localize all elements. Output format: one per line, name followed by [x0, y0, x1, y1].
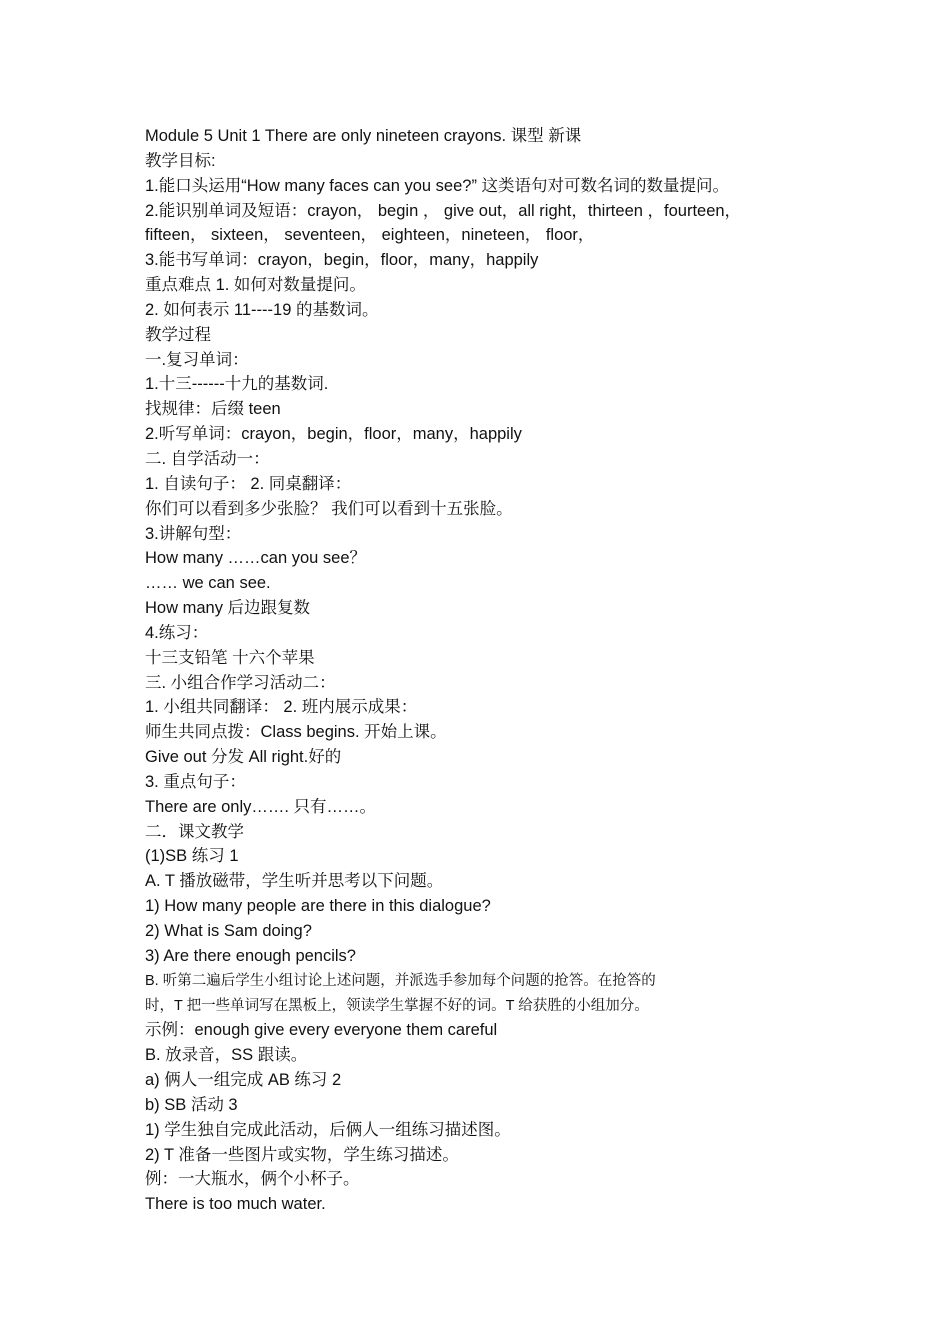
text-line: Give out 分发 All right.好的 [145, 748, 342, 767]
text-line: 1) 学生独自完成此活动，后俩人一组练习描述图。 [145, 1120, 511, 1139]
text-line: 十三支铅笔 十六个苹果 [145, 648, 315, 667]
text-line: 找规律：后缀 teen [145, 400, 281, 419]
text-line: 2) T 准备一些图片或实物，学生练习描述。 [145, 1145, 459, 1164]
text-line: 三. 小组合作学习活动二： [145, 673, 336, 692]
text-line: 1) How many people are there in this dialogue? [145, 897, 491, 916]
text-line: 2) What is Sam doing? [145, 922, 312, 940]
text-line: 2.听写单词：crayon，begin，floor，many，happily [145, 425, 522, 444]
text-line: A. T 播放磁带，学生听并思考以下问题。 [145, 872, 444, 891]
text-line: 1.十三------十九的基数词. [145, 375, 329, 394]
text-line: 教学目标: [145, 151, 216, 170]
text-line: 二. 自学活动一： [145, 449, 270, 468]
text-line: 一.复习单词： [145, 350, 249, 369]
text-line: B. 放录音，SS 跟读。 [145, 1046, 308, 1065]
text-line: 时，T 把一些单词写在黑板上，领读学生掌握不好的词。T 给获胜的小组加分。 [145, 997, 649, 1014]
text-line: 3. 重点句子： [145, 772, 246, 791]
text-line: How many 后边跟复数 [145, 599, 311, 618]
text-line: 4.练习： [145, 623, 209, 642]
text-line: 例：一大瓶水，俩个小杯子。 [145, 1170, 360, 1189]
document-body [145, 124, 825, 1217]
text-line: 教学过程 [145, 325, 211, 344]
text-line: Module 5 Unit 1 There are only nineteen crayons. 课型 新课 [145, 127, 582, 145]
text-line: 2.能识别单词及短语：crayon， begin ， give out，all right，thirteen ，fourteen， [145, 201, 742, 220]
text-line: (1)SB 练习 1 [145, 847, 239, 866]
text-line: fifteen， sixteen， seventeen， eighteen，nineteen， floor， [145, 226, 595, 245]
text-line: a) 俩人一组完成 AB 练习 2 [145, 1071, 342, 1090]
text-line: b) SB 活动 3 [145, 1095, 238, 1114]
text-line: 示例：enough give every everyone them careful [145, 1021, 498, 1040]
text-line: There is too much water. [145, 1195, 326, 1214]
text-line: 二．课文教学 [145, 822, 244, 841]
text-line: B. 听第二遍后学生小组讨论上述问题，并派选手参加每个问题的抢答。在抢答的 [145, 972, 656, 989]
text-line: 1.能口头运用“How many faces can you see?” 这类语句对可数名词的数量提问。 [145, 176, 730, 195]
text-line: 重点难点 1. 如何对数量提问。 [145, 276, 366, 295]
text-line: 3.能书写单词：crayon，begin，floor，many，happily [145, 251, 539, 270]
text-line: There are only……. 只有……。 [145, 797, 377, 816]
text-line: 你们可以看到多少张脸？ 我们可以看到十五张脸。 [145, 499, 513, 518]
text-line: 师生共同点拨：Class begins. 开始上课。 [145, 723, 447, 742]
text-line: 3) Are there enough pencils? [145, 946, 356, 965]
text-line: 3.讲解句型： [145, 524, 242, 543]
text-line: …… we can see. [145, 574, 271, 593]
text-line: How many ……can you see？ [145, 549, 367, 568]
text-line: 1. 自读句子： 2. 同桌翻译： [145, 474, 352, 493]
text-line: 2. 如何表示 11----19 的基数词。 [145, 300, 379, 319]
text-line: 1. 小组共同翻译： 2. 班内展示成果： [145, 698, 418, 717]
